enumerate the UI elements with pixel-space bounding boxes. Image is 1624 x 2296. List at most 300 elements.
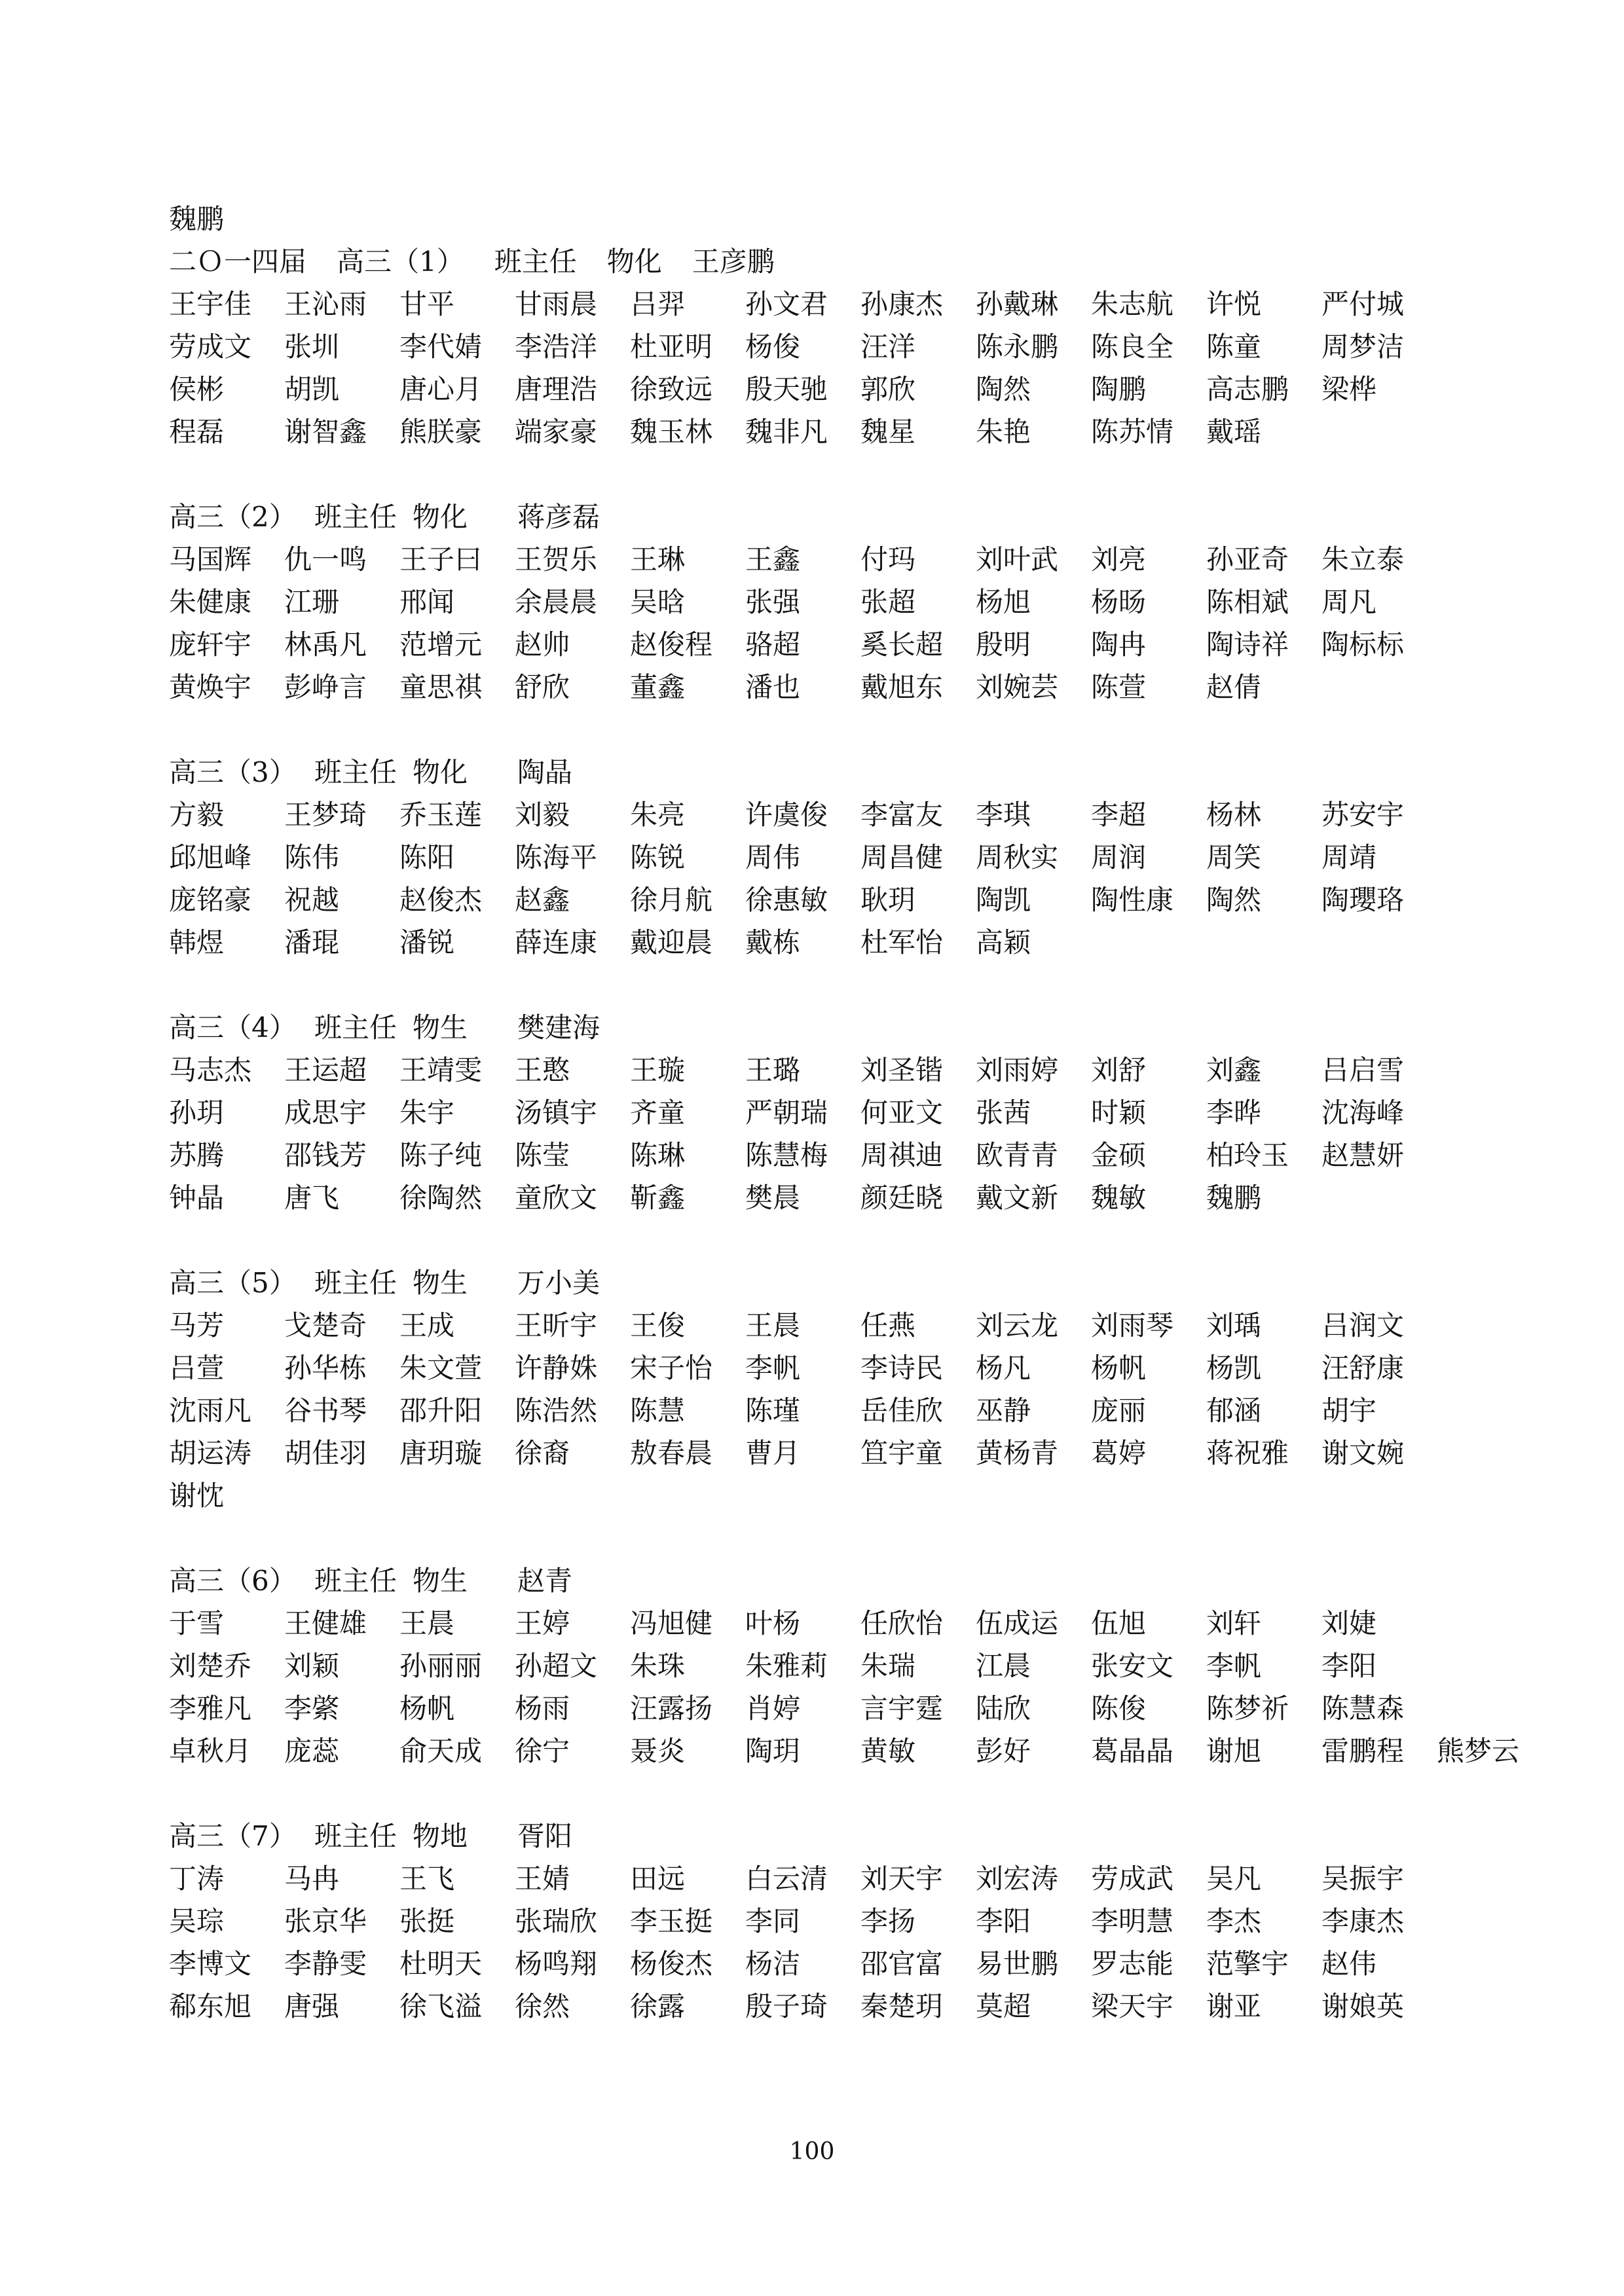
student-name: 郭欣 bbox=[860, 373, 916, 405]
student-name: 敖春晨 bbox=[630, 1437, 713, 1469]
student-row bbox=[169, 1134, 1466, 1176]
student-name: 殷子琦 bbox=[745, 1990, 828, 2022]
student-name: 江晨 bbox=[976, 1650, 1031, 1682]
student-name: 王靖雯 bbox=[399, 1054, 483, 1086]
student-row bbox=[169, 368, 1466, 410]
student-name: 陈永鹏 bbox=[976, 331, 1059, 363]
student-name: 吴琮 bbox=[169, 1905, 225, 1937]
section-gap bbox=[169, 453, 1466, 496]
student-name: 陈苏情 bbox=[1091, 416, 1174, 448]
student-name: 谢旭 bbox=[1206, 1735, 1262, 1767]
student-name: 杜军怡 bbox=[860, 926, 944, 958]
class-label: 高三（2） bbox=[169, 501, 297, 533]
student-name: 庞轩宇 bbox=[169, 629, 252, 661]
student-name: 王鑫 bbox=[745, 543, 801, 575]
student-name: 吴振宇 bbox=[1321, 1863, 1405, 1895]
student-name: 张瑞欣 bbox=[515, 1905, 598, 1937]
class-label: 高三（6） bbox=[169, 1565, 297, 1597]
student-name: 任欣怡 bbox=[860, 1607, 944, 1639]
student-name: 李代婧 bbox=[399, 331, 483, 363]
student-name: 庞铭豪 bbox=[169, 884, 252, 916]
student-name: 易世鹏 bbox=[976, 1948, 1059, 1980]
teacher-name: 樊建海 bbox=[517, 1011, 600, 1044]
header-role: 班主任 bbox=[494, 246, 577, 278]
student-name: 谢智鑫 bbox=[284, 416, 367, 448]
student-name: 黄杨青 bbox=[976, 1437, 1059, 1469]
student-name: 徐宁 bbox=[515, 1735, 570, 1767]
student-name: 李阳 bbox=[1321, 1650, 1377, 1682]
student-name: 庞丽 bbox=[1091, 1394, 1147, 1427]
student-name: 葛婷 bbox=[1091, 1437, 1147, 1469]
student-name: 成思宇 bbox=[284, 1097, 367, 1129]
student-name: 宋子怡 bbox=[630, 1352, 713, 1384]
student-name: 魏鹏 bbox=[1206, 1182, 1262, 1214]
student-name: 朱亮 bbox=[630, 799, 686, 831]
class-label: 高三（3） bbox=[169, 756, 297, 788]
student-name: 陈瑾 bbox=[745, 1394, 801, 1427]
subject-label: 物生 bbox=[413, 1565, 468, 1597]
student-name: 戴栋 bbox=[745, 926, 801, 958]
section-gap bbox=[169, 1517, 1466, 1559]
student-name: 陈梦祈 bbox=[1206, 1692, 1289, 1724]
student-name: 胡凯 bbox=[284, 373, 340, 405]
role-label: 班主任 bbox=[314, 501, 397, 533]
student-name: 邵钱芳 bbox=[284, 1139, 367, 1171]
student-name: 杨雨 bbox=[515, 1692, 570, 1724]
student-name: 陈阳 bbox=[399, 841, 455, 873]
student-name: 朱健康 bbox=[169, 586, 252, 618]
student-name: 卓秋月 bbox=[169, 1735, 252, 1767]
student-name: 杨俊 bbox=[745, 331, 801, 363]
student-name: 王璐 bbox=[745, 1054, 801, 1086]
student-name: 吕羿 bbox=[630, 288, 686, 320]
student-name: 杨凡 bbox=[976, 1352, 1031, 1384]
student-name: 刘鑫 bbox=[1206, 1054, 1262, 1086]
student-row bbox=[169, 325, 1466, 368]
student-name: 刘轩 bbox=[1206, 1607, 1262, 1639]
student-name: 刘雨婷 bbox=[976, 1054, 1059, 1086]
student-name: 许悦 bbox=[1206, 288, 1262, 320]
student-name: 骆超 bbox=[745, 629, 801, 661]
student-name: 杨帆 bbox=[1091, 1352, 1147, 1384]
student-name: 孙文君 bbox=[745, 288, 828, 320]
student-name: 梁天宇 bbox=[1091, 1990, 1174, 2022]
student-name: 戴瑶 bbox=[1206, 416, 1262, 448]
student-name: 徐陶然 bbox=[399, 1182, 483, 1214]
student-name: 陶凯 bbox=[976, 884, 1031, 916]
class-header bbox=[169, 1006, 1466, 1049]
student-name: 奚长超 bbox=[860, 629, 944, 661]
student-name: 耿玥 bbox=[860, 884, 916, 916]
student-name: 谷书琴 bbox=[284, 1394, 367, 1427]
subject-label: 物生 bbox=[413, 1011, 468, 1044]
student-name: 魏敏 bbox=[1091, 1182, 1147, 1214]
class-header bbox=[169, 1815, 1466, 1857]
student-row bbox=[169, 1730, 1520, 1772]
student-row bbox=[169, 1687, 1466, 1730]
student-name: 莫超 bbox=[976, 1990, 1031, 2022]
student-name: 刘宏涛 bbox=[976, 1863, 1059, 1895]
student-name: 仇一鸣 bbox=[284, 543, 367, 575]
class-header bbox=[169, 1262, 1466, 1304]
student-name: 陈琳 bbox=[630, 1139, 686, 1171]
student-name: 李阳 bbox=[976, 1905, 1031, 1937]
student-name: 童欣文 bbox=[515, 1182, 598, 1214]
student-name: 梁桦 bbox=[1321, 373, 1377, 405]
student-row bbox=[169, 836, 1466, 879]
student-name: 杨帆 bbox=[399, 1692, 455, 1724]
student-name: 刘颖 bbox=[284, 1650, 340, 1682]
student-name: 戴迎晨 bbox=[630, 926, 713, 958]
student-name: 葛晶晶 bbox=[1091, 1735, 1174, 1767]
student-name: 陶瓔珞 bbox=[1321, 884, 1405, 916]
student-name: 马国辉 bbox=[169, 543, 252, 575]
student-name: 乔玉莲 bbox=[399, 799, 483, 831]
student-name: 陈伟 bbox=[284, 841, 340, 873]
year-header-line bbox=[169, 240, 1466, 283]
student-name: 周润 bbox=[1091, 841, 1147, 873]
student-name: 刘雨琴 bbox=[1091, 1309, 1174, 1341]
class-label: 高三（5） bbox=[169, 1267, 297, 1299]
student-name: 陈俊 bbox=[1091, 1692, 1147, 1724]
role-label: 班主任 bbox=[314, 1011, 397, 1044]
student-name: 范增元 bbox=[399, 629, 483, 661]
student-name: 汪舒康 bbox=[1321, 1352, 1405, 1384]
student-name: 朱雅莉 bbox=[745, 1650, 828, 1682]
student-row bbox=[169, 623, 1466, 666]
student-name: 樊晨 bbox=[745, 1182, 801, 1214]
student-name: 王晨 bbox=[745, 1309, 801, 1341]
student-name: 刘婉芸 bbox=[976, 671, 1059, 703]
student-name: 潘也 bbox=[745, 671, 801, 703]
student-name: 王晨 bbox=[399, 1607, 455, 1639]
class-header bbox=[169, 1559, 1466, 1602]
student-name: 陶冉 bbox=[1091, 629, 1147, 661]
student-name: 许虞俊 bbox=[745, 799, 828, 831]
student-row bbox=[169, 1049, 1466, 1091]
student-name: 杨鸣翔 bbox=[515, 1948, 598, 1980]
student-name: 岳佳欣 bbox=[860, 1394, 944, 1427]
student-name: 徐月航 bbox=[630, 884, 713, 916]
student-name: 沈雨凡 bbox=[169, 1394, 252, 1427]
roster-content bbox=[169, 198, 1520, 2028]
student-name: 陶标标 bbox=[1321, 629, 1405, 661]
student-name: 陈慧 bbox=[630, 1394, 686, 1427]
student-name: 谢忱 bbox=[169, 1480, 225, 1512]
student-name: 付玛 bbox=[860, 543, 916, 575]
student-name: 徐然 bbox=[515, 1990, 570, 2022]
student-name: 陶性康 bbox=[1091, 884, 1174, 916]
student-name: 吕润文 bbox=[1321, 1309, 1405, 1341]
student-name: 刘婕 bbox=[1321, 1607, 1377, 1639]
student-name: 彭峥言 bbox=[284, 671, 367, 703]
student-name: 王琳 bbox=[630, 543, 686, 575]
student-name: 唐飞 bbox=[284, 1182, 340, 1214]
student-name: 黄焕宇 bbox=[169, 671, 252, 703]
student-name: 熊朕豪 bbox=[399, 416, 483, 448]
student-name: 杨旭 bbox=[976, 586, 1031, 618]
student-row bbox=[169, 1602, 1466, 1645]
student-name: 笪宇童 bbox=[860, 1437, 944, 1469]
section-gap bbox=[169, 708, 1466, 751]
student-name: 马冉 bbox=[284, 1863, 340, 1895]
section-gap bbox=[169, 1772, 1466, 1815]
student-name: 魏星 bbox=[860, 416, 916, 448]
student-name: 端家豪 bbox=[515, 416, 598, 448]
class-label: 高三（4） bbox=[169, 1011, 297, 1044]
student-name: 陶鹏 bbox=[1091, 373, 1147, 405]
student-name: 赵帅 bbox=[515, 629, 570, 661]
student-name: 陈萱 bbox=[1091, 671, 1147, 703]
student-name: 王运超 bbox=[284, 1054, 367, 1086]
student-name: 陆欣 bbox=[976, 1692, 1031, 1724]
student-name: 严付城 bbox=[1321, 288, 1405, 320]
student-name: 胡宇 bbox=[1321, 1394, 1377, 1427]
student-name: 胡佳羽 bbox=[284, 1437, 367, 1469]
student-name: 冯旭健 bbox=[630, 1607, 713, 1639]
student-name: 欧青青 bbox=[976, 1139, 1059, 1171]
student-row bbox=[169, 666, 1466, 708]
student-name: 魏玉林 bbox=[630, 416, 713, 448]
student-row bbox=[169, 879, 1466, 921]
student-name: 赵俊杰 bbox=[399, 884, 483, 916]
student-name: 薛连康 bbox=[515, 926, 598, 958]
student-name: 赵鑫 bbox=[515, 884, 570, 916]
student-name: 王璇 bbox=[630, 1054, 686, 1086]
student-name: 魏非凡 bbox=[745, 416, 828, 448]
student-name: 任燕 bbox=[860, 1309, 916, 1341]
student-name: 周祺迪 bbox=[860, 1139, 944, 1171]
student-name: 董鑫 bbox=[630, 671, 686, 703]
student-name: 伍成运 bbox=[976, 1607, 1059, 1639]
subject-label: 物化 bbox=[413, 756, 468, 788]
student-name: 周笑 bbox=[1206, 841, 1262, 873]
student-name: 李富友 bbox=[860, 799, 944, 831]
student-name: 吴晗 bbox=[630, 586, 686, 618]
student-name: 金硕 bbox=[1091, 1139, 1147, 1171]
student-name: 叶杨 bbox=[745, 1607, 801, 1639]
student-name: 赵俊程 bbox=[630, 629, 713, 661]
student-name: 陈慧森 bbox=[1321, 1692, 1405, 1724]
header-class: 高三（1） bbox=[337, 246, 464, 278]
student-name: 孙玥 bbox=[169, 1097, 225, 1129]
student-name: 周靖 bbox=[1321, 841, 1377, 873]
student-name: 孙康杰 bbox=[860, 288, 944, 320]
student-name: 巫静 bbox=[976, 1394, 1031, 1427]
student-name: 周秋实 bbox=[976, 841, 1059, 873]
student-name: 刘亮 bbox=[1091, 543, 1147, 575]
student-name: 陈相斌 bbox=[1206, 586, 1289, 618]
student-name: 王沁雨 bbox=[284, 288, 367, 320]
student-row bbox=[169, 1985, 1466, 2028]
student-name: 钟晶 bbox=[169, 1182, 225, 1214]
student-name: 严朝瑞 bbox=[745, 1097, 828, 1129]
student-name: 张安文 bbox=[1091, 1650, 1174, 1682]
student-name: 胡运涛 bbox=[169, 1437, 252, 1469]
student-name: 王成 bbox=[399, 1309, 455, 1341]
student-name: 王子曰 bbox=[399, 543, 483, 575]
student-name: 范擎宇 bbox=[1206, 1948, 1289, 1980]
student-name: 朱艳 bbox=[976, 416, 1031, 448]
student-name: 周凡 bbox=[1321, 586, 1377, 618]
student-name: 朱珠 bbox=[630, 1650, 686, 1682]
student-name: 郁涵 bbox=[1206, 1394, 1262, 1427]
student-row bbox=[169, 1645, 1466, 1687]
student-name: 沈海峰 bbox=[1321, 1097, 1405, 1129]
student-name: 李玉挺 bbox=[630, 1905, 713, 1937]
class-label: 高三（7） bbox=[169, 1820, 297, 1852]
student-name: 周伟 bbox=[745, 841, 801, 873]
student-name: 苏安宇 bbox=[1321, 799, 1405, 831]
student-name: 熊梦云 bbox=[1437, 1735, 1520, 1767]
student-name: 马志杰 bbox=[169, 1054, 252, 1086]
student-row bbox=[169, 1857, 1466, 1900]
student-name: 李同 bbox=[745, 1905, 801, 1937]
student-name: 吕启雪 bbox=[1321, 1054, 1405, 1086]
teacher-name: 蒋彦磊 bbox=[517, 501, 600, 533]
student-name: 王婷 bbox=[515, 1607, 570, 1639]
student-name: 杜明天 bbox=[399, 1948, 483, 1980]
student-name: 童思祺 bbox=[399, 671, 483, 703]
student-name: 舒欣 bbox=[515, 671, 570, 703]
subject-label: 物化 bbox=[413, 501, 468, 533]
student-name: 唐玥璇 bbox=[399, 1437, 483, 1469]
student-name: 李晔 bbox=[1206, 1097, 1262, 1129]
student-name: 杨洁 bbox=[745, 1948, 801, 1980]
student-name: 于雪 bbox=[169, 1607, 225, 1639]
student-row bbox=[169, 538, 1466, 581]
student-name: 张超 bbox=[860, 586, 916, 618]
student-name: 罗志能 bbox=[1091, 1948, 1174, 1980]
student-name: 江珊 bbox=[284, 586, 340, 618]
student-name: 刘舒 bbox=[1091, 1054, 1147, 1086]
student-name: 徐致远 bbox=[630, 373, 713, 405]
student-row bbox=[169, 283, 1466, 325]
student-name: 唐理浩 bbox=[515, 373, 598, 405]
student-name: 徐惠敏 bbox=[745, 884, 828, 916]
student-name: 丁涛 bbox=[169, 1863, 225, 1895]
student-name: 杨俊杰 bbox=[630, 1948, 713, 1980]
student-name: 陈子纯 bbox=[399, 1139, 483, 1171]
header-teacher: 王彦鹏 bbox=[692, 246, 775, 278]
student-name: 陈良全 bbox=[1091, 331, 1174, 363]
student-name: 张圳 bbox=[284, 331, 340, 363]
student-name: 赵倩 bbox=[1206, 671, 1262, 703]
student-name: 高颖 bbox=[976, 926, 1031, 958]
student-row bbox=[169, 1900, 1466, 1942]
student-name: 聂炎 bbox=[630, 1735, 686, 1767]
student-name: 柏玲玉 bbox=[1206, 1139, 1289, 1171]
student-name: 齐童 bbox=[630, 1097, 686, 1129]
student-row bbox=[169, 1304, 1466, 1347]
student-name: 孙亚奇 bbox=[1206, 543, 1289, 575]
student-name: 甘平 bbox=[399, 288, 455, 320]
student-name: 苏腾 bbox=[169, 1139, 225, 1171]
student-name: 邱旭峰 bbox=[169, 841, 252, 873]
student-name: 陈锐 bbox=[630, 841, 686, 873]
student-name: 王宇佳 bbox=[169, 288, 252, 320]
student-name: 汪洋 bbox=[860, 331, 916, 363]
student-name: 孙华栋 bbox=[284, 1352, 367, 1384]
student-name: 殷天驰 bbox=[745, 373, 828, 405]
student-name: 李超 bbox=[1091, 799, 1147, 831]
student-name: 李扬 bbox=[860, 1905, 916, 1937]
student-row bbox=[169, 1942, 1466, 1985]
role-label: 班主任 bbox=[314, 1820, 397, 1852]
student-name: 何亚文 bbox=[860, 1097, 944, 1129]
student-name: 赵伟 bbox=[1321, 1948, 1377, 1980]
student-row bbox=[169, 1389, 1466, 1432]
student-name: 时颖 bbox=[1091, 1097, 1147, 1129]
student-row bbox=[169, 581, 1466, 623]
student-name: 陈童 bbox=[1206, 331, 1262, 363]
teacher-name: 陶晶 bbox=[517, 756, 573, 788]
student-name: 白云清 bbox=[745, 1863, 828, 1895]
student-name: 许静姝 bbox=[515, 1352, 598, 1384]
student-name: 陈慧梅 bbox=[745, 1139, 828, 1171]
student-name: 李杰 bbox=[1206, 1905, 1262, 1937]
student-name: 朱宇 bbox=[399, 1097, 455, 1129]
student-name: 甘雨晨 bbox=[515, 288, 598, 320]
student-name: 王贺乐 bbox=[515, 543, 598, 575]
student-row bbox=[169, 793, 1466, 836]
student-name: 朱志航 bbox=[1091, 288, 1174, 320]
student-name: 孙戴琳 bbox=[976, 288, 1059, 320]
student-name: 陈莹 bbox=[515, 1139, 570, 1171]
student-name: 程磊 bbox=[169, 416, 225, 448]
header-subject: 物化 bbox=[606, 246, 662, 278]
teacher-name: 胥阳 bbox=[517, 1820, 573, 1852]
student-name: 李雅凡 bbox=[169, 1692, 252, 1724]
student-name: 余晨晨 bbox=[515, 586, 598, 618]
student-name: 徐飞溢 bbox=[399, 1990, 483, 2022]
student-name: 彭好 bbox=[976, 1735, 1031, 1767]
student-name: 谢文婉 bbox=[1321, 1437, 1405, 1469]
student-name: 祝越 bbox=[284, 884, 340, 916]
student-name: 邵升阳 bbox=[399, 1394, 483, 1427]
student-name: 张京华 bbox=[284, 1905, 367, 1937]
student-name: 杨凯 bbox=[1206, 1352, 1262, 1384]
student-name: 侯彬 bbox=[169, 373, 225, 405]
student-name: 曹月 bbox=[745, 1437, 801, 1469]
student-name: 陶玥 bbox=[745, 1735, 801, 1767]
student-name: 朱立泰 bbox=[1321, 543, 1405, 575]
student-name: 张茜 bbox=[976, 1097, 1031, 1129]
student-name: 俞天成 bbox=[399, 1735, 483, 1767]
student-name: 谢娘英 bbox=[1321, 1990, 1405, 2022]
student-name: 周梦洁 bbox=[1321, 331, 1405, 363]
role-label: 班主任 bbox=[314, 1267, 397, 1299]
student-name: 张强 bbox=[745, 586, 801, 618]
student-name: 王梦琦 bbox=[284, 799, 367, 831]
student-name: 李浩洋 bbox=[515, 331, 598, 363]
student-name: 谢亚 bbox=[1206, 1990, 1262, 2022]
student-name: 庞蕊 bbox=[284, 1735, 340, 1767]
student-row bbox=[169, 1432, 1466, 1474]
student-name: 殷明 bbox=[976, 629, 1031, 661]
student-name: 言宇霆 bbox=[860, 1692, 944, 1724]
student-name: 杜亚明 bbox=[630, 331, 713, 363]
student-name: 张挺 bbox=[399, 1905, 455, 1937]
student-name: 徐裔 bbox=[515, 1437, 570, 1469]
student-name: 吴凡 bbox=[1206, 1863, 1262, 1895]
student-name: 高志鹏 bbox=[1206, 373, 1289, 405]
student-name: 陈浩然 bbox=[515, 1394, 598, 1427]
student-name: 劳成文 bbox=[169, 331, 252, 363]
student-name: 李綮 bbox=[284, 1692, 340, 1724]
student-name: 肖婷 bbox=[745, 1692, 801, 1724]
student-name: 劳成武 bbox=[1091, 1863, 1174, 1895]
